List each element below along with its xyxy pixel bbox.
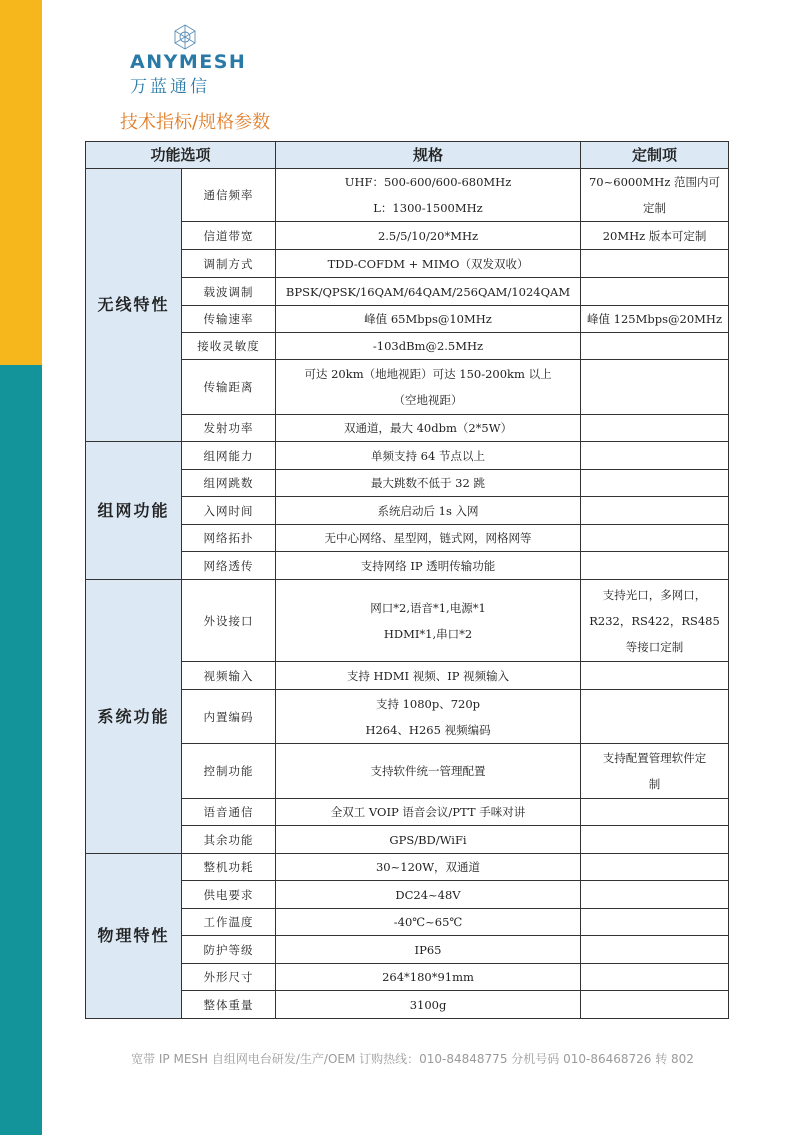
custom-line: 制 — [648, 777, 661, 791]
spec-line: 网口*2,语音*1,电源*1 — [370, 600, 486, 615]
custom-cell — [581, 442, 729, 470]
table-row — [86, 690, 729, 744]
logo-mesh-icon — [172, 24, 198, 50]
custom-line: 等接口定制 — [625, 639, 684, 654]
feature-cell: 发射功率 — [182, 415, 276, 442]
spec-cell — [276, 470, 581, 497]
spec-cell — [276, 497, 581, 525]
spec-line: 2.5/5/10/20*MHz — [377, 228, 479, 243]
table-row — [86, 552, 729, 580]
section-heading: 技术指标/规格参数 — [120, 112, 271, 133]
category-cell: 物理特性 — [86, 854, 182, 1019]
spec-cell — [276, 580, 581, 662]
teal-side-band — [0, 365, 42, 1135]
spec-cell — [276, 854, 581, 881]
feature-cell: 入网时间 — [182, 497, 276, 525]
table-row — [86, 854, 729, 881]
spec-cell — [276, 360, 581, 415]
spec-cell — [276, 278, 581, 306]
spec-line: 支持网络 IP 透明传输功能 — [360, 558, 496, 573]
feature-cell: 传输距离 — [182, 360, 276, 415]
spec-cell — [276, 442, 581, 470]
spec-cell — [276, 552, 581, 580]
spec-line: GPS/BD/WiFi — [389, 832, 467, 847]
spec-line: IP65 — [414, 942, 442, 957]
spec-table-body — [86, 169, 729, 1019]
table-row — [86, 333, 729, 360]
table-row — [86, 826, 729, 854]
feature-cell: 整体重量 — [182, 991, 276, 1019]
spec-cell — [276, 169, 581, 222]
spec-line: 264*180*91mm — [382, 970, 474, 984]
custom-cell — [581, 169, 729, 222]
custom-line: 定制 — [643, 201, 667, 215]
spec-cell — [276, 964, 581, 991]
custom-line: 支持光口，多网口， — [602, 587, 707, 602]
spec-line: -103dBm@2.5MHz — [372, 339, 484, 353]
feature-cell: 通信频率 — [182, 169, 276, 222]
feature-cell: 外形尺寸 — [182, 964, 276, 991]
spec-line: 峰值 65Mbps@10MHz — [364, 312, 492, 326]
table-row — [86, 991, 729, 1019]
custom-cell — [581, 826, 729, 854]
table-row — [86, 442, 729, 470]
spec-cell — [276, 881, 581, 909]
header-feature: 功能选项 — [86, 142, 276, 169]
feature-cell: 传输速率 — [182, 306, 276, 333]
spec-line: 无中心网络、星型网，链式网，网格网等 — [324, 531, 532, 545]
spec-line: 系统启动后 1s 入网 — [377, 503, 479, 518]
custom-cell — [581, 662, 729, 690]
spec-cell — [276, 936, 581, 964]
spec-line: 单频支持 64 节点以上 — [371, 448, 485, 463]
spec-cell — [276, 333, 581, 360]
table-row — [86, 470, 729, 497]
spec-cell — [276, 306, 581, 333]
feature-cell: 语音通信 — [182, 799, 276, 826]
feature-cell: 信道带宽 — [182, 222, 276, 250]
custom-cell — [581, 744, 729, 799]
custom-cell — [581, 470, 729, 497]
brand-name-cn: 万蓝通信 — [130, 77, 210, 97]
custom-cell — [581, 360, 729, 415]
table-row — [86, 169, 729, 222]
custom-cell — [581, 991, 729, 1019]
table-header-row — [86, 142, 729, 169]
table-row — [86, 360, 729, 415]
custom-cell — [581, 552, 729, 580]
feature-cell: 网络拓扑 — [182, 525, 276, 552]
spec-line: 支持软件统一管理配置 — [370, 764, 486, 778]
table-row — [86, 799, 729, 826]
spec-line: （空地视距） — [393, 393, 463, 407]
spec-line: H264、H265 视频编码 — [365, 722, 491, 737]
brand-name-en: ANYMESH — [130, 51, 247, 73]
table-row — [86, 936, 729, 964]
header-custom: 定制项 — [581, 142, 729, 169]
custom-cell — [581, 799, 729, 826]
spec-cell — [276, 250, 581, 278]
feature-cell: 调制方式 — [182, 250, 276, 278]
spec-cell — [276, 662, 581, 690]
feature-cell: 组网能力 — [182, 442, 276, 470]
spec-line: 双通道，最大 40dbm（2*5W） — [343, 421, 513, 435]
custom-cell — [581, 909, 729, 936]
table-row — [86, 662, 729, 690]
custom-cell — [581, 306, 729, 333]
custom-cell — [581, 415, 729, 442]
custom-cell — [581, 881, 729, 909]
spec-line: 30~120W，双通道 — [375, 860, 481, 874]
table-row — [86, 744, 729, 799]
brand-logo — [130, 24, 250, 97]
spec-cell — [276, 826, 581, 854]
spec-line: TDD-COFDM + MIMO（双发双收） — [327, 256, 529, 271]
spec-cell — [276, 415, 581, 442]
spec-line: 支持 1080p、720p — [375, 696, 481, 711]
custom-cell — [581, 333, 729, 360]
spec-cell — [276, 744, 581, 799]
spec-line: 3100g — [409, 997, 447, 1012]
feature-cell: 接收灵敏度 — [182, 333, 276, 360]
category-cell: 无线特性 — [86, 169, 182, 442]
feature-cell: 整机功耗 — [182, 854, 276, 881]
category-cell: 组网功能 — [86, 442, 182, 580]
custom-cell — [581, 222, 729, 250]
feature-cell: 组网跳数 — [182, 470, 276, 497]
custom-cell — [581, 250, 729, 278]
footer-contact: 宽带 IP MESH 自组网电台研发/生产/OEM 订购热线：010-84848775 分机号码 010-86468726 转 802 — [131, 1052, 694, 1066]
feature-cell: 防护等级 — [182, 936, 276, 964]
custom-cell — [581, 964, 729, 991]
table-row — [86, 580, 729, 662]
table-row — [86, 964, 729, 991]
spec-cell — [276, 222, 581, 250]
spec-line: DC24~48V — [395, 887, 461, 902]
custom-line: 峰值 125Mbps@20MHz — [587, 312, 723, 326]
spec-cell — [276, 991, 581, 1019]
spec-line: 支持 HDMI 视频、IP 视频输入 — [346, 668, 510, 683]
spec-table — [85, 141, 729, 1019]
feature-cell: 供电要求 — [182, 881, 276, 909]
feature-cell: 工作温度 — [182, 909, 276, 936]
spec-line: 全双工 VOIP 语音会议/PTT 手咪对讲 — [330, 805, 526, 819]
custom-cell — [581, 854, 729, 881]
spec-line: UHF：500-600/600-680MHz — [344, 175, 512, 189]
category-cell: 系统功能 — [86, 580, 182, 854]
spec-line: L：1300-1500MHz — [373, 201, 483, 215]
spec-cell — [276, 525, 581, 552]
custom-cell — [581, 690, 729, 744]
custom-cell — [581, 278, 729, 306]
feature-cell: 网络透传 — [182, 552, 276, 580]
table-row — [86, 250, 729, 278]
custom-line: 支持配置管理软件定 — [602, 751, 707, 765]
custom-line: R232，RS422，RS485 — [589, 613, 720, 628]
feature-cell: 控制功能 — [182, 744, 276, 799]
feature-cell: 其余功能 — [182, 826, 276, 854]
custom-cell — [581, 497, 729, 525]
header-spec: 规格 — [276, 142, 581, 169]
spec-line: BPSK/QPSK/16QAM/64QAM/256QAM/1024QAM — [285, 284, 571, 299]
custom-cell — [581, 525, 729, 552]
yellow-side-band — [0, 0, 42, 365]
spec-cell — [276, 909, 581, 936]
spec-cell — [276, 690, 581, 744]
custom-cell — [581, 936, 729, 964]
feature-cell: 视频输入 — [182, 662, 276, 690]
spec-line: 可达 20km（地地视距）可达 150-200km 以上 — [304, 367, 552, 381]
custom-line: 20MHz 版本可定制 — [602, 228, 707, 243]
table-row — [86, 525, 729, 552]
spec-line: HDMI*1,串口*2 — [383, 626, 473, 641]
table-row — [86, 909, 729, 936]
feature-cell: 内置编码 — [182, 690, 276, 744]
spec-line: 最大跳数不低于 32 跳 — [371, 476, 485, 490]
table-row — [86, 222, 729, 250]
feature-cell: 载波调制 — [182, 278, 276, 306]
table-row — [86, 497, 729, 525]
table-row — [86, 881, 729, 909]
custom-line: 70~6000MHz 范围内可 — [588, 175, 721, 189]
table-row — [86, 306, 729, 333]
custom-cell — [581, 580, 729, 662]
feature-cell: 外设接口 — [182, 580, 276, 662]
spec-cell — [276, 799, 581, 826]
table-row — [86, 278, 729, 306]
table-row — [86, 415, 729, 442]
spec-line: -40℃~65℃ — [393, 915, 463, 929]
